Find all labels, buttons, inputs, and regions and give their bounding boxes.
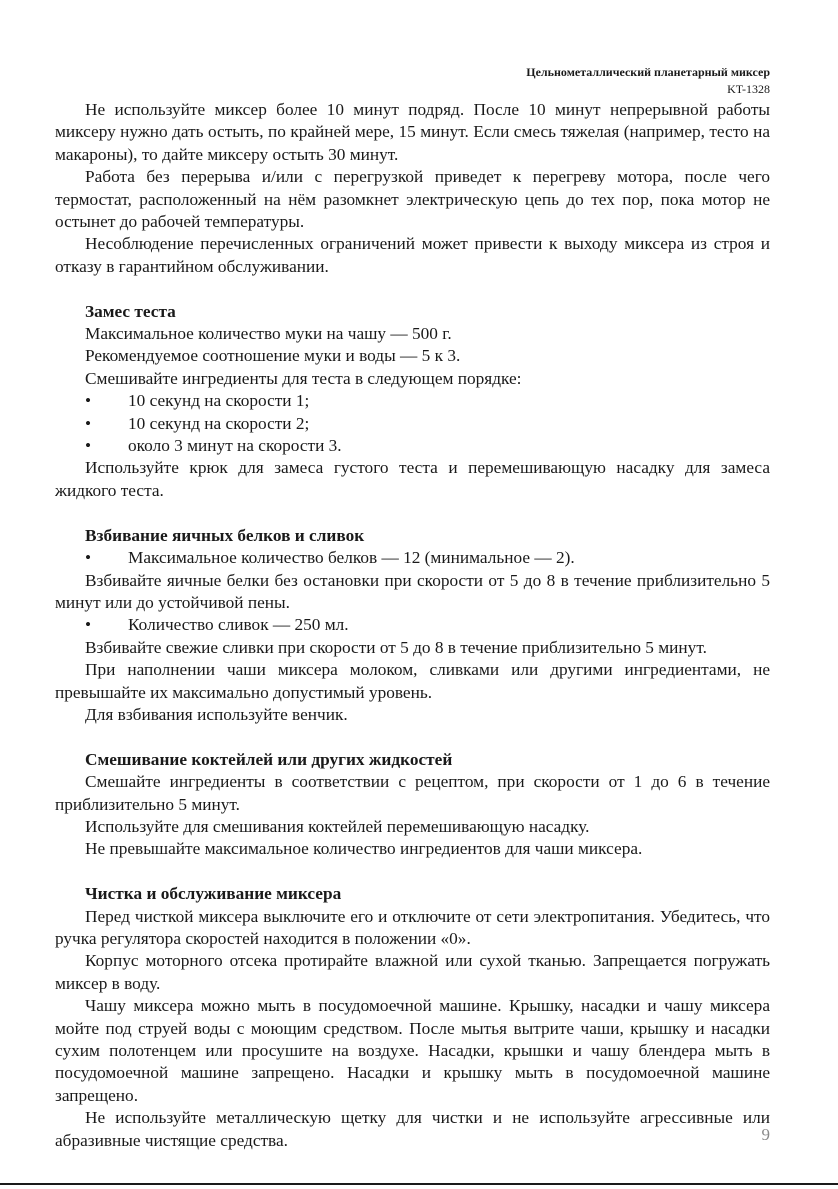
bullet-dot: • bbox=[85, 615, 92, 635]
list-item bbox=[55, 547, 770, 569]
section-gap bbox=[55, 861, 770, 883]
dough-line-flour: Максимальное количество муки на чашу — 500 г. bbox=[85, 324, 452, 344]
list-item bbox=[55, 435, 770, 457]
list-item bbox=[55, 413, 770, 435]
list-item-text: около 3 минут на скорости 3. bbox=[128, 436, 342, 456]
bullet-dot: • bbox=[85, 436, 92, 456]
bottom-rule bbox=[0, 1183, 838, 1185]
cocktails-mixing: Смешайте ингредиенты в соответствии с рецептом, при скорости от 1 до 6 в течение приблизительно 5 минут. bbox=[55, 772, 770, 814]
paragraph-overheat: Работа без перерыва и/или с перегрузкой приведет к перегреву мотора, после чего термостат, расположенный на нём разомкнет электрическую цепь до тех пор, пока мотор не остынет до рабочей температуры. bbox=[55, 167, 770, 232]
running-header bbox=[526, 64, 770, 98]
section-gap bbox=[55, 502, 770, 524]
dough-attachments-note: Используйте крюк для замеса густого теста и перемешивающую насадку для замеса жидкого теста. bbox=[55, 458, 770, 500]
paragraph-warranty: Несоблюдение перечисленных ограничений может привести к выходу миксера из строя и отказу в гарантийном обслуживании. bbox=[55, 234, 770, 276]
cleaning-motor-housing: Корпус моторного отсека протирайте влажной или сухой тканью. Запрещается погружать миксер в воду. bbox=[55, 951, 770, 993]
cleaning-no-abrasives: Не используйте металлическую щетку для чистки и не используйте агрессивные или абразивные чистящие средства. bbox=[55, 1108, 770, 1150]
section-heading-whipping: Взбивание яичных белков и сливок bbox=[85, 525, 365, 545]
whip-egg-whites: Взбивайте яичные белки без остановки при скорости от 5 до 8 в течение приблизительно 5 минут или до устойчивой пены. bbox=[55, 570, 770, 612]
whip-whisk-note: Для взбивания используйте венчик. bbox=[85, 704, 348, 724]
list-item bbox=[55, 390, 770, 412]
section-gap bbox=[55, 726, 770, 748]
cleaning-unplug: Перед чисткой миксера выключите его и отключите от сети электропитания. Убедитесь, что ручка регулятора скоростей находится в положении «0». bbox=[55, 906, 770, 948]
header-product-title: Цельнометаллический планетарный миксер bbox=[526, 65, 770, 79]
list-item-text: 10 секунд на скорости 1; bbox=[128, 391, 310, 411]
section-heading-cleaning: Чистка и обслуживание миксера bbox=[85, 884, 342, 904]
page-number: 9 bbox=[761, 1125, 770, 1144]
whip-fill-level: При наполнении чаши миксера молоком, сливками или другими ингредиентами, не превышайте их максимально допустимый уровень. bbox=[55, 660, 770, 702]
manual-page bbox=[55, 0, 770, 1189]
bullet-dot: • bbox=[85, 413, 92, 433]
whip-cream: Взбивайте свежие сливки при скорости от 5 до 8 в течение приблизительно 5 минут. bbox=[85, 637, 707, 657]
dough-line-ratio: Рекомендуемое соотношение муки и воды — 5 к 3. bbox=[85, 346, 461, 366]
bullet-dot: • bbox=[85, 391, 92, 411]
section-heading-dough: Замес теста bbox=[85, 301, 176, 321]
bullet-dot: • bbox=[85, 548, 92, 568]
page-content bbox=[55, 99, 770, 1152]
dough-line-order: Смешивайте ингредиенты для теста в следующем порядке: bbox=[85, 368, 522, 388]
section-heading-cocktails: Смешивание коктейлей или других жидкостей bbox=[85, 749, 453, 769]
cleaning-bowl: Чашу миксера можно мыть в посудомоечной машине. Крышку, насадки и чашу миксера мойте под струей воды с моющим средством. После мытья вытрите чаши, крышку и насадки сухим полотенцем или просушите на воздухе. Насадки, крышки и чашу блендера мыть в посудомоечной машине запрещено. Насадки и крышку мыть в посудомоечной машине запрещено. bbox=[55, 996, 770, 1105]
section-gap bbox=[55, 278, 770, 300]
paragraph-max-runtime: Не используйте миксер более 10 минут подряд. После 10 минут непрерывной работы миксеру нужно дать остыть, по крайней мере, 15 минут. Если смесь тяжелая (например, тесто на макароны), то дайте миксеру остыть 30 минут. bbox=[55, 100, 770, 164]
header-model-number: KT-1328 bbox=[727, 82, 770, 96]
list-item bbox=[55, 614, 770, 636]
cocktails-attachment: Используйте для смешивания коктейлей перемешивающую насадку. bbox=[85, 816, 590, 836]
list-item-text: Максимальное количество белков — 12 (минимальное — 2). bbox=[128, 548, 575, 568]
list-item-text: 10 секунд на скорости 2; bbox=[128, 413, 310, 433]
cocktails-max-quantity: Не превышайте максимальное количество ингредиентов для чаши миксера. bbox=[85, 839, 643, 859]
list-item-text: Количество сливок — 250 мл. bbox=[128, 615, 349, 635]
